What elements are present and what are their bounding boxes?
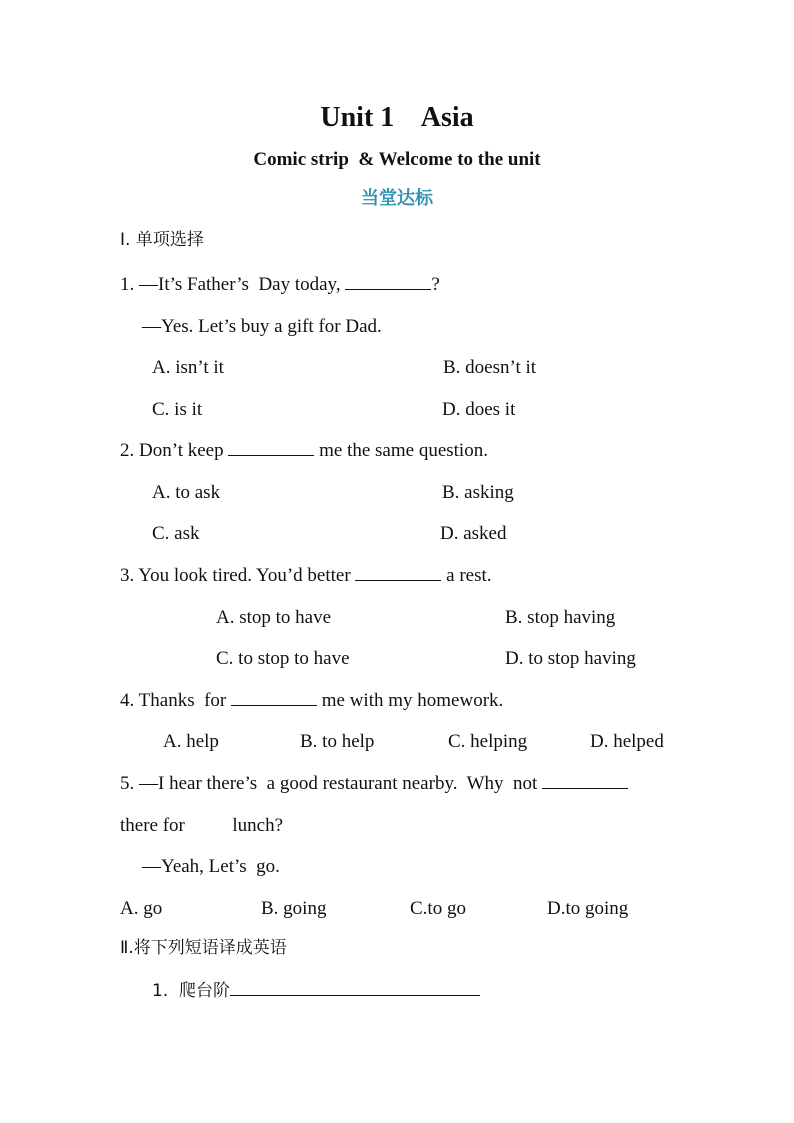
question-5-stem: [120, 774, 628, 793]
question-3-stem: [120, 566, 492, 585]
question-3-option-a: A. stop to have: [216, 607, 332, 628]
question-3-text-end: a rest.: [441, 565, 492, 586]
question-2-option-a: A. to ask: [152, 482, 221, 503]
answer-blank: [355, 579, 441, 581]
question-2-text-end: me the same question.: [314, 440, 488, 461]
practice-badge: 当堂达标: [361, 188, 433, 209]
question-1-option-a: A. isn’t it: [152, 357, 224, 378]
question-3-option-b: B. stop having: [505, 607, 616, 628]
question-3-text: 3. You look tired. You’d better: [120, 565, 356, 586]
answer-blank: [345, 288, 431, 290]
question-2-option-c: C. ask: [152, 523, 200, 544]
question-1-option-c: C. is it: [152, 399, 203, 420]
question-5-text: 5. —I hear there’s a good restaurant nearby. Why not: [120, 773, 543, 794]
translation-item-1: [152, 983, 480, 1000]
question-5-option-d: D.to going: [547, 898, 629, 919]
question-3-option-d: D. to stop having: [505, 648, 636, 669]
question-3-option-c: C. to stop to have: [216, 648, 350, 669]
question-2-option-d: D. asked: [440, 523, 507, 544]
section-heading-multiple-choice: Ⅰ. 单项选择: [120, 230, 204, 250]
question-2-text: 2. Don’t keep: [120, 440, 229, 461]
question-1-text: 1. —It’s Father’s Day today,: [120, 274, 346, 295]
question-5-option-a: A. go: [120, 898, 163, 919]
question-5-stem-cont: there for lunch?: [120, 815, 284, 836]
question-5-reply: —Yeah, Let’s go.: [142, 856, 280, 877]
question-4-option-b: B. to help: [300, 731, 375, 752]
question-4-option-c: C. helping: [448, 731, 528, 752]
question-1-text-end: ?: [431, 274, 440, 295]
question-1-option-d: D. does it: [442, 399, 516, 420]
question-4-stem: [120, 691, 503, 710]
question-2-stem: [120, 441, 488, 460]
question-1-reply: —Yes. Let’s buy a gift for Dad.: [142, 316, 382, 337]
answer-blank: [228, 454, 314, 456]
page-title: Unit 1 Asia: [320, 102, 474, 133]
answer-blank: [230, 994, 480, 996]
translation-item-1-text: 1. 爬台阶: [152, 981, 231, 1001]
question-4-text: 4. Thanks for: [120, 690, 231, 711]
answer-blank: [542, 787, 628, 789]
question-5-option-c: C.to go: [410, 898, 466, 919]
page-subtitle: Comic strip & Welcome to the unit: [253, 149, 541, 170]
question-4-option-a: A. help: [163, 731, 219, 752]
question-1-option-b: B. doesn’t it: [443, 357, 537, 378]
question-4-option-d: D. helped: [590, 731, 664, 752]
section-heading-translation: Ⅱ.将下列短语译成英语: [120, 938, 287, 958]
question-5-option-b: B. going: [261, 898, 327, 919]
question-4-text-end: me with my homework.: [317, 690, 504, 711]
question-1-stem: [120, 275, 440, 294]
question-2-option-b: B. asking: [442, 482, 514, 503]
answer-blank: [231, 704, 317, 706]
